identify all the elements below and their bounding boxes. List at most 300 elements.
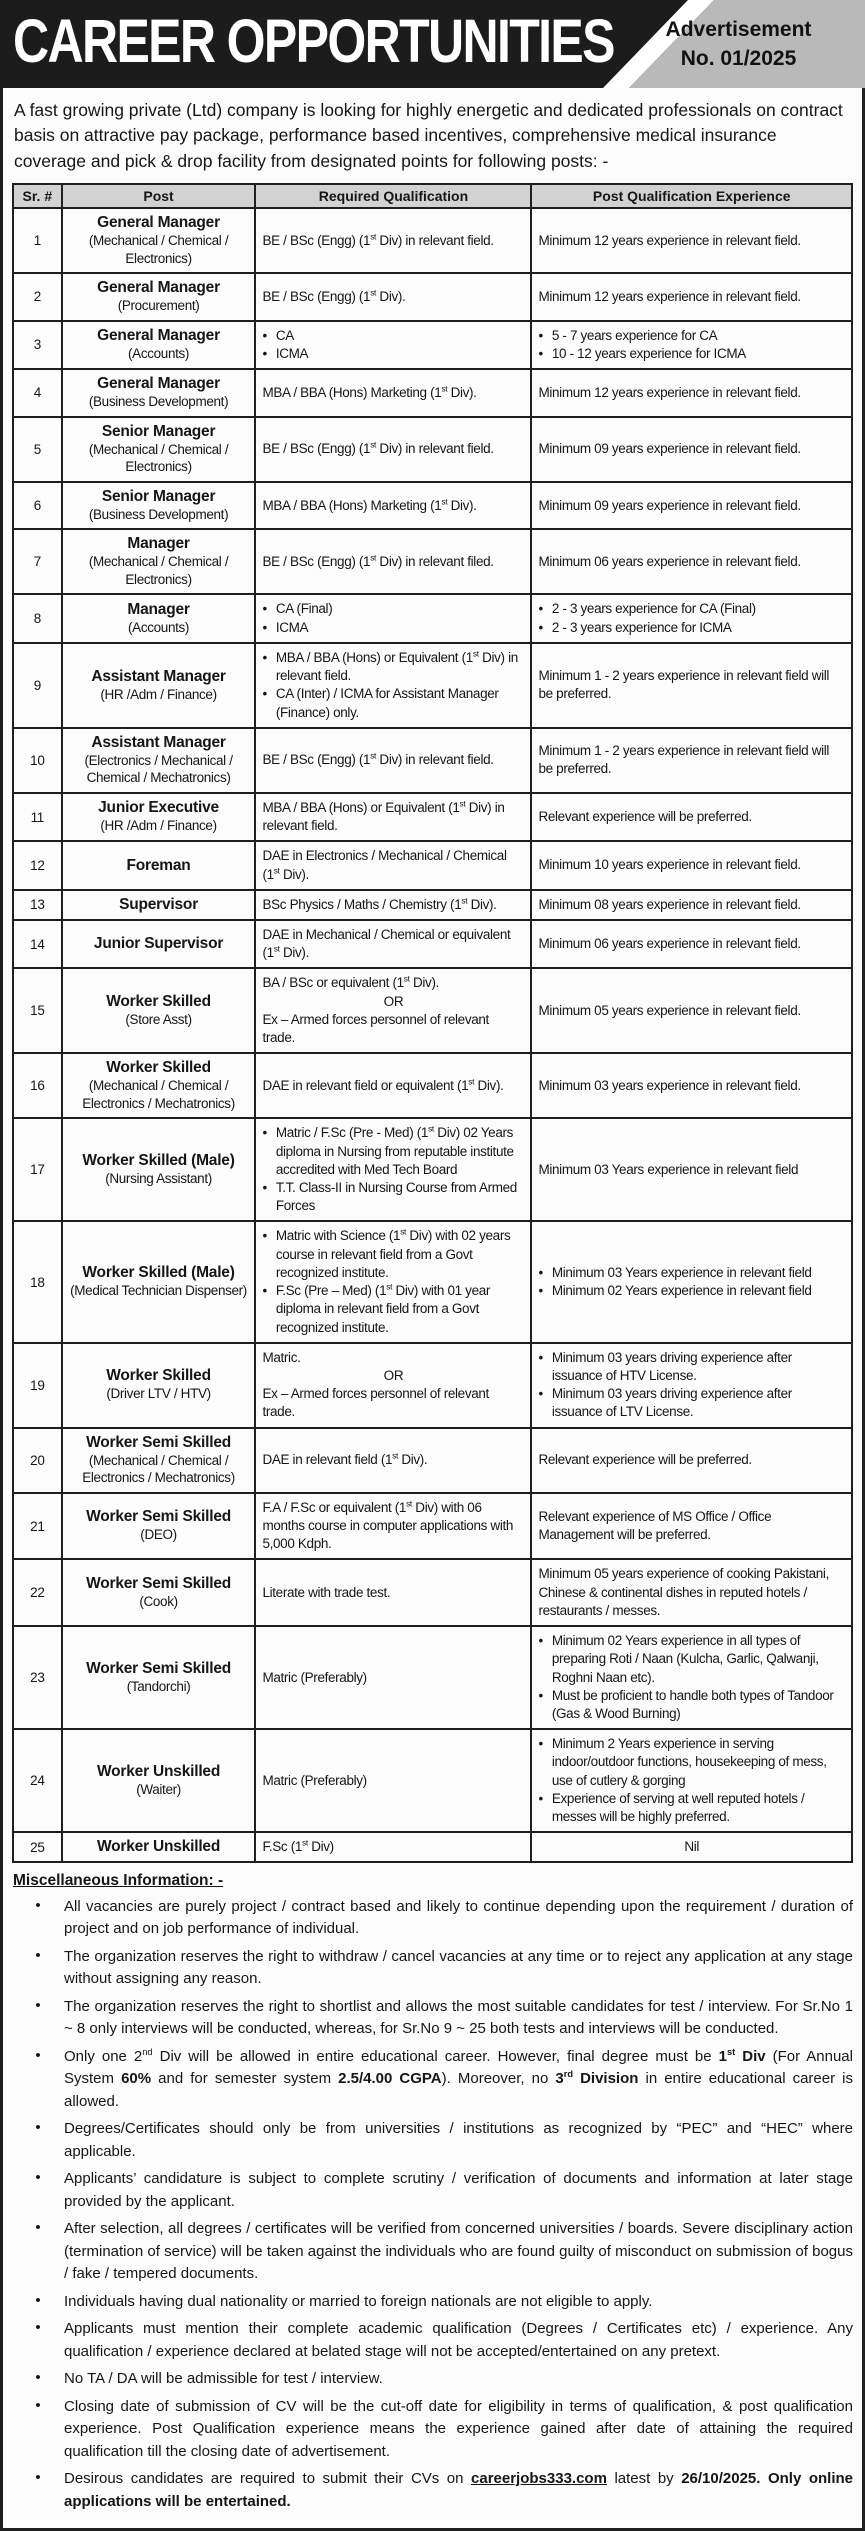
post-subtitle: (Mechanical / Chemical / Electronics / Mechatronics) xyxy=(82,1452,235,1486)
qualification-cell xyxy=(255,208,531,273)
misc-text-segment: Individuals having dual nationality or married to foreign nationals are not eligible to apply. xyxy=(64,2292,653,2310)
cell-text: Matric / F.Sc (Pre - Med) (1st Div) 02 Years diploma in Nursing from reputable institute accredited with Med Tech Board xyxy=(275,1123,514,1177)
experience-cell xyxy=(531,594,852,642)
bulleted-line xyxy=(538,1790,845,1826)
post-cell xyxy=(62,369,256,417)
post-title: Worker Skilled (Male) xyxy=(82,1264,235,1282)
bullet-icon: • xyxy=(35,2369,41,2387)
bulleted-line xyxy=(262,1124,524,1179)
post-title: Manager xyxy=(127,535,190,553)
misc-text-segment: The organization reserves the right to shortlist and allows the most suitable candidates for test / interview. For Sr.No 1 ~ 8 only interviews will be conducted, whereas, for Sr.No 9 ~ 25 both tests and interviews will be conducted. xyxy=(64,1997,853,2038)
post-title: Worker Unskilled xyxy=(96,1762,221,1780)
cell-text: 10 - 12 years experience for ICMA xyxy=(551,345,746,361)
post-cell xyxy=(62,1053,256,1118)
misc-text-segment xyxy=(760,2470,768,2487)
post-title: Senior Manager xyxy=(101,422,216,440)
post-cell xyxy=(62,594,256,642)
experience-cell xyxy=(531,841,852,889)
cell-text: BE / BSc (Engg) (1st Div) in relevant filed. xyxy=(262,552,494,569)
post-cell xyxy=(62,1493,256,1560)
table-row xyxy=(13,920,852,968)
bullet-icon: • xyxy=(35,2291,41,2309)
bulleted-line xyxy=(262,619,524,637)
experience-cell xyxy=(531,1729,852,1832)
post-cell xyxy=(62,1626,256,1729)
posts-table-header xyxy=(13,184,852,208)
bulleted-line xyxy=(538,600,845,618)
post-cell xyxy=(62,968,256,1053)
cell-text: Minimum 05 years experience of cooking Pakistani, Chinese & continental dishes in reputed hotels / restaurants / messes. xyxy=(538,1566,829,1618)
cell-text: Minimum 06 years experience in relevant field. xyxy=(538,553,801,569)
bullet-icon: • xyxy=(35,2219,41,2237)
bulleted-line xyxy=(538,1385,845,1421)
post-subtitle: (Accounts) xyxy=(128,346,190,362)
qualification-cell xyxy=(255,1053,531,1118)
sr-cell: 19 xyxy=(13,1343,62,1428)
post-subtitle: (Cook) xyxy=(139,1593,178,1609)
bullet-icon: • xyxy=(262,327,267,343)
experience-cell xyxy=(531,208,852,273)
qualification-cell xyxy=(255,643,531,728)
sr-cell: 20 xyxy=(13,1428,62,1493)
ordinal-superscript: st xyxy=(370,287,377,298)
bulleted-line xyxy=(538,1735,845,1790)
post-subtitle: (Mechanical / Chemical / Electronics) xyxy=(88,441,229,475)
bullet-icon: • xyxy=(35,2396,41,2414)
post-cell xyxy=(62,208,256,273)
cell-text: 2 - 3 years experience for ICMA xyxy=(551,619,732,635)
cell-text: OR xyxy=(383,993,404,1009)
ordinal-superscript: st xyxy=(273,943,280,954)
misc-item xyxy=(12,1993,853,2043)
cell-text: Minimum 12 years experience in relevant field. xyxy=(538,288,801,304)
post-title: Manager xyxy=(127,600,190,618)
table-row xyxy=(13,1118,852,1221)
experience-cell xyxy=(531,1428,852,1493)
post-cell xyxy=(62,1428,256,1493)
misc-item-text xyxy=(64,2168,853,2213)
bullet-icon: • xyxy=(538,1687,543,1703)
sr-cell: 14 xyxy=(13,920,62,968)
column-header: Post Qualification Experience xyxy=(531,184,852,208)
bulleted-line xyxy=(538,1687,845,1723)
sr-cell: 7 xyxy=(13,529,62,594)
sr-cell: 3 xyxy=(13,321,62,369)
bullet-icon: • xyxy=(538,1283,543,1299)
bullet-icon: • xyxy=(538,601,543,617)
cell-text: 5 - 7 years experience for CA xyxy=(551,327,718,343)
bulleted-line xyxy=(262,685,524,721)
misc-item-text xyxy=(64,2318,853,2363)
cell-text: Minimum 12 years experience in relevant field. xyxy=(538,232,801,248)
post-subtitle: (Medical Technician Dispenser) xyxy=(70,1283,247,1299)
bullet-icon: • xyxy=(262,1283,267,1299)
misc-item xyxy=(12,2393,853,2466)
column-header: Post xyxy=(62,184,256,208)
misc-text-segment: Applicants must mention their complete academic qualification (Degrees / Certificates etc) / experience. Any qualification / experience declared at belated stage will not be accepted/entertained on any pretext. xyxy=(64,2320,853,2360)
misc-item xyxy=(12,2116,853,2166)
post-title: Worker Semi Skilled xyxy=(86,1659,232,1677)
cell-text: Literate with trade test. xyxy=(262,1584,391,1600)
experience-cell xyxy=(531,1118,852,1221)
table-row xyxy=(13,1559,852,1626)
cell-text: BE / BSc (Engg) (1st Div). xyxy=(262,287,406,304)
cell-text: CA (Final) xyxy=(275,601,333,617)
post-subtitle: (Store Asst) xyxy=(125,1012,192,1028)
post-cell xyxy=(62,728,256,793)
bullet-icon: • xyxy=(35,1946,41,1964)
post-subtitle: (Tandorchi) xyxy=(126,1678,191,1694)
bulleted-line xyxy=(538,619,845,637)
experience-cell xyxy=(531,1053,852,1118)
cell-text: BE / BSc (Engg) (1st Div) in relevant field. xyxy=(262,750,494,768)
experience-cell xyxy=(531,529,852,594)
table-row xyxy=(13,273,852,321)
bullet-icon: • xyxy=(538,619,543,635)
bullet-icon: • xyxy=(538,327,543,343)
advertisement-label: Advertisement xyxy=(665,18,812,41)
qualification-cell xyxy=(255,1832,531,1862)
sr-cell: 21 xyxy=(13,1493,62,1560)
bullet-icon: • xyxy=(538,1790,543,1806)
post-subtitle: (Mechanical / Chemical / Electronics) xyxy=(88,233,229,266)
bulleted-line xyxy=(538,345,845,363)
bullet-icon: • xyxy=(35,2319,41,2337)
misc-text-segment: Closing date of submission of CV will be the cut-off date for eligibility in terms of qualification, & post qualification experience. Post Qualification experience means the experience gained after date of attaining the required qualification till the closing date of advertisement. xyxy=(64,2397,853,2460)
cell-text: Ex – Armed forces personnel of relevant trade. xyxy=(262,1011,489,1046)
post-cell xyxy=(62,1343,256,1428)
sr-cell: 12 xyxy=(13,841,62,889)
post-title: Worker Skilled (Male) xyxy=(82,1152,235,1170)
misc-item xyxy=(12,2316,853,2366)
bulleted-line xyxy=(538,1264,845,1282)
cell-text: Minimum 02 Years experience in relevant field xyxy=(551,1283,812,1299)
misc-item xyxy=(12,1943,853,1993)
qualification-cell xyxy=(255,1559,531,1626)
misc-text-segment: Degrees/Certificates should only be from universities / institutions as recognized by “PEC” and “HEC” where applicable. xyxy=(64,2120,853,2160)
misc-item xyxy=(12,2043,853,2116)
qualification-cell xyxy=(255,968,531,1053)
bullet-icon: • xyxy=(35,2119,41,2137)
cell-text: BSc Physics / Maths / Chemistry (1st Div). xyxy=(262,895,497,912)
cell-text: Minimum 09 years experience in relevant field. xyxy=(538,497,801,513)
table-row xyxy=(13,1428,852,1493)
experience-cell xyxy=(531,728,852,793)
misc-item-text xyxy=(64,2368,853,2391)
post-cell xyxy=(62,890,256,920)
post-cell xyxy=(62,273,256,321)
cell-text: Minimum 2 Years experience in serving indoor/outdoor functions, housekeeping of mess, use of cutlery & gorging xyxy=(551,1736,827,1788)
post-title: Foreman xyxy=(126,856,191,874)
experience-cell xyxy=(531,417,852,482)
bullet-icon: • xyxy=(538,1633,543,1649)
table-row xyxy=(13,369,852,417)
post-cell xyxy=(62,417,256,482)
cell-text: Minimum 03 Years experience in relevant field xyxy=(538,1161,799,1177)
sr-cell: 18 xyxy=(13,1221,62,1342)
post-cell xyxy=(62,1118,256,1221)
misc-text-segment: Applicants’ candidature is subject to complete scrutiny / verification of documents and information at later stage provided by the applicant. xyxy=(64,2170,853,2210)
cell-text: Nil xyxy=(684,1839,700,1855)
bullet-icon: • xyxy=(538,1349,543,1365)
cell-text: DAE in relevant field or equivalent (1st Div). xyxy=(262,1076,504,1093)
cell-text: Minimum 02 Years experience in all types of preparing Roti / Naan (Kulcha, Garlic, Qalwanji, Roghni Naan etc). xyxy=(551,1633,819,1685)
post-title: Senior Manager xyxy=(101,487,216,505)
experience-cell xyxy=(531,482,852,530)
misc-item-text xyxy=(64,2046,853,2114)
bullet-icon: • xyxy=(35,2469,41,2487)
bullet-icon: • xyxy=(262,686,267,702)
post-subtitle: (Mechanical / Chemical / Electronics / Mechatronics) xyxy=(82,1078,235,1111)
cell-text: Minimum 09 years experience in relevant field. xyxy=(538,441,801,457)
experience-cell xyxy=(531,1626,852,1729)
post-subtitle: (Electronics / Mechanical / Chemical / Mechatronics) xyxy=(84,752,233,786)
misc-text-segment: All vacancies are purely project / contract based and likely to continue depending upon the requirement / duration of project and on job performance of individual. xyxy=(64,1897,853,1938)
misc-text-segment: No TA / DA will be admissible for test / interview. xyxy=(64,2370,383,2388)
post-subtitle: (Driver LTV / HTV) xyxy=(106,1386,211,1402)
qualification-cell xyxy=(255,841,531,889)
post-cell xyxy=(62,1729,256,1832)
bulleted-line xyxy=(262,1282,524,1337)
bullet-icon: • xyxy=(262,345,267,361)
table-row xyxy=(13,529,852,594)
qualification-cell xyxy=(255,321,531,369)
post-cell xyxy=(62,482,256,530)
bulleted-line xyxy=(262,1227,524,1282)
post-cell xyxy=(62,1832,256,1862)
ordinal-superscript: st xyxy=(370,439,377,450)
cell-text: Minimum 12 years experience in relevant field. xyxy=(538,384,801,400)
cell-text: Matric with Science (1st Div) with 02 years course in relevant field from a Govt recognized institute. xyxy=(275,1226,511,1280)
misc-item-text xyxy=(64,2468,853,2513)
table-row xyxy=(13,728,852,793)
bullet-icon: • xyxy=(538,345,543,361)
misc-item xyxy=(12,2466,853,2516)
cell-text: Minimum 03 years driving experience after issuance of LTV License. xyxy=(551,1386,792,1420)
cell-text: Minimum 10 years experience in relevant field. xyxy=(538,857,801,873)
ordinal-superscript: st xyxy=(403,973,410,984)
post-subtitle: (DEO) xyxy=(140,1527,177,1543)
qualification-cell xyxy=(255,417,531,482)
table-row xyxy=(13,594,852,642)
bullet-icon: • xyxy=(35,1996,41,2014)
misc-text-segment: 26/10/2025. xyxy=(681,2470,761,2488)
sr-cell: 25 xyxy=(13,1832,62,1862)
misc-item xyxy=(12,2366,853,2394)
ordinal-superscript: st xyxy=(472,648,479,659)
table-row xyxy=(13,1343,852,1428)
misc-text-segment: 2.5/4.00 CGPA xyxy=(338,2070,442,2088)
post-subtitle: (Nursing Assistant) xyxy=(105,1171,212,1187)
cell-text: MBA / BBA (Hons) or Equivalent (1st Div) in relevant field. xyxy=(262,798,505,834)
post-cell xyxy=(62,1559,256,1626)
bullet-icon: • xyxy=(35,1896,41,1914)
ordinal-superscript: nd xyxy=(142,2046,153,2057)
misc-text-segment: 3rd Division xyxy=(555,2069,639,2088)
bulleted-line xyxy=(262,345,524,363)
post-title: Worker Semi Skilled xyxy=(86,1574,232,1592)
post-title: General Manager xyxy=(97,375,220,393)
cell-text: Matric. xyxy=(262,1349,301,1365)
intro-paragraph: A fast growing private (Ltd) company is looking for highly energetic and dedicated professionals on contract basis on attractive pay package, performance based incentives, comprehensive medical insurance coverage and pick & drop facility from designated points for following posts: - xyxy=(14,100,843,171)
misc-text-segment: ). Moreover, no xyxy=(441,2070,556,2088)
misc-text-segment: latest by xyxy=(606,2470,682,2488)
cell-text: Matric (Preferably) xyxy=(262,1772,367,1788)
bullet-icon: • xyxy=(538,1386,543,1402)
misc-item-text xyxy=(64,1996,853,2041)
post-title: Assistant Manager xyxy=(91,667,226,685)
qualification-cell xyxy=(255,1343,531,1428)
posts-table xyxy=(12,183,853,1863)
sr-cell: 24 xyxy=(13,1729,62,1832)
cell-text: BA / BSc or equivalent (1st Div). xyxy=(262,973,440,991)
qualification-cell xyxy=(255,529,531,594)
ordinal-superscript: st xyxy=(441,496,448,506)
bullet-icon: • xyxy=(262,1125,267,1141)
experience-cell xyxy=(531,793,852,841)
sr-cell: 8 xyxy=(13,594,62,642)
cell-text: 2 - 3 years experience for CA (Final) xyxy=(551,601,756,617)
advertisement-number: No. 01/2025 xyxy=(680,47,797,71)
experience-cell xyxy=(531,1343,852,1428)
misc-text-segment: Only online applications will be entertained. xyxy=(64,2470,853,2510)
sr-cell: 2 xyxy=(13,273,62,321)
post-title: General Manager xyxy=(97,214,220,232)
post-cell xyxy=(62,321,256,369)
column-header: Required Qualification xyxy=(255,184,531,208)
cell-text: Relevant experience will be preferred. xyxy=(538,809,752,824)
post-cell xyxy=(62,920,256,968)
post-title: Worker Skilled xyxy=(106,993,211,1011)
cell-text: CA xyxy=(275,327,294,343)
cell-text: DAE in Mechanical / Chemical or equivalent (1st Div). xyxy=(262,926,511,961)
post-title: Assistant Manager xyxy=(91,733,226,751)
post-subtitle: (HR /Adm / Finance) xyxy=(100,818,217,834)
qualification-cell xyxy=(255,890,531,920)
misc-text-segment: After selection, all degrees / certificates will be verified from concerned universities / boards. Severe disciplinary action (termination of service) will be taken against the individuals who are found guilty of misconduct on submission of bogus / fake / tempered documents. xyxy=(64,2220,853,2283)
bulleted-line xyxy=(538,1349,845,1385)
post-subtitle: (Accounts) xyxy=(128,619,190,635)
bulleted-line xyxy=(262,327,524,345)
bulleted-line xyxy=(262,649,524,685)
misc-text-segment: (For Annual System xyxy=(64,2047,853,2088)
ordinal-superscript: st xyxy=(386,1281,393,1292)
experience-cell xyxy=(531,1832,852,1862)
sr-cell: 6 xyxy=(13,482,62,530)
sr-cell: 5 xyxy=(13,417,62,482)
post-title: Supervisor xyxy=(119,895,199,913)
qualification-cell xyxy=(255,793,531,841)
table-row xyxy=(13,1221,852,1342)
misc-text-segment: 60% xyxy=(121,2070,152,2088)
cell-text: Experience of serving at well reputed hotels / messes will be highly preferred. xyxy=(551,1790,805,1825)
ordinal-superscript: st xyxy=(726,2046,736,2057)
qualification-cell xyxy=(255,1626,531,1729)
experience-cell xyxy=(531,273,852,321)
cell-text: MBA / BBA (Hons) Marketing (1st Div). xyxy=(262,496,477,513)
post-title: Worker Unskilled xyxy=(96,1838,221,1856)
ordinal-superscript: st xyxy=(441,383,448,394)
misc-heading: Miscellaneous Information: - xyxy=(13,1872,224,1890)
table-row xyxy=(13,841,852,889)
experience-cell xyxy=(531,968,852,1053)
post-cell xyxy=(62,643,256,728)
cell-text: Minimum 1 - 2 years experience in relevant field will be preferred. xyxy=(538,743,830,777)
cell-text: Minimum 05 years experience in relevant field. xyxy=(538,1002,801,1018)
table-row xyxy=(13,793,852,841)
cell-text: DAE in Electronics / Mechanical / Chemical (1st Div). xyxy=(262,848,507,882)
cell-text: DAE in relevant field (1st Div). xyxy=(262,1450,428,1468)
advertisement-badge xyxy=(626,15,851,74)
cell-text: Minimum 1 - 2 years experience in relevant field will be preferred. xyxy=(538,668,830,702)
experience-cell xyxy=(531,1493,852,1560)
cell-text: MBA / BBA (Hons) Marketing (1st Div). xyxy=(262,383,477,400)
experience-cell xyxy=(531,321,852,369)
cell-text: Ex – Armed forces personnel of relevant trade. xyxy=(262,1386,489,1420)
ordinal-superscript: st xyxy=(468,1076,475,1087)
qualification-cell xyxy=(255,1118,531,1221)
cell-text: CA (Inter) / ICMA for Assistant Manager (Finance) only. xyxy=(275,686,499,720)
table-row xyxy=(13,968,852,1053)
ordinal-superscript: st xyxy=(370,750,377,761)
cell-text: MBA / BBA (Hons) or Equivalent (1st Div) in relevant field. xyxy=(275,648,518,684)
cell-text: OR xyxy=(383,1368,404,1384)
bulleted-line xyxy=(538,327,845,345)
careers-website-link[interactable]: careerjobs333.com xyxy=(471,2470,607,2488)
experience-cell xyxy=(531,1221,852,1342)
qualification-cell xyxy=(255,728,531,793)
misc-item xyxy=(12,2166,853,2216)
ordinal-superscript: st xyxy=(459,798,466,809)
bulleted-line xyxy=(262,600,524,618)
post-title: Worker Skilled xyxy=(106,1367,211,1385)
misc-list xyxy=(12,1893,853,2516)
ordinal-superscript: st xyxy=(428,1123,434,1134)
misc-item-text xyxy=(64,1946,853,1991)
post-title: Worker Skilled xyxy=(106,1059,211,1077)
cell-text: Minimum 06 years experience in relevant field. xyxy=(538,936,801,952)
sr-cell: 1 xyxy=(13,208,62,273)
post-subtitle: (HR /Adm / Finance) xyxy=(100,686,217,702)
misc-text-segment: Only one 2nd Div will be allowed in entire educational career. However, final degree must be xyxy=(64,2046,719,2065)
cell-text: Minimum 03 years experience in relevant field. xyxy=(538,1077,801,1093)
column-header: Sr. # xyxy=(13,184,62,208)
post-title: Worker Semi Skilled xyxy=(86,1433,232,1451)
cell-text: Minimum 03 years driving experience after issuance of HTV License. xyxy=(551,1349,792,1384)
post-cell xyxy=(62,1221,256,1342)
qualification-cell xyxy=(255,1729,531,1832)
ordinal-superscript: st xyxy=(400,1226,406,1237)
sr-cell: 16 xyxy=(13,1053,62,1118)
ordinal-superscript: rd xyxy=(563,2069,574,2080)
bullet-icon: • xyxy=(262,649,267,665)
bullet-icon: • xyxy=(262,1228,267,1244)
post-title: Junior Executive xyxy=(98,799,219,817)
table-row xyxy=(13,890,852,920)
cell-text: F.A / F.Sc or equivalent (1st Div) with 06 months course in computer applications with 5,000 Kdph. xyxy=(262,1498,514,1552)
table-row xyxy=(13,417,852,482)
qualification-cell xyxy=(255,369,531,417)
table-row xyxy=(13,643,852,728)
post-subtitle: (Business Development) xyxy=(88,394,229,410)
cell-text: F.Sc (1st Div) xyxy=(262,1837,334,1855)
cell-text: BE / BSc (Engg) (1st Div) in relevant field. xyxy=(262,231,494,248)
post-title: General Manager xyxy=(97,279,220,297)
qualification-cell xyxy=(255,273,531,321)
cell-text: ICMA xyxy=(275,345,309,361)
bullet-icon: • xyxy=(262,1180,267,1196)
bulleted-line xyxy=(262,1179,524,1215)
